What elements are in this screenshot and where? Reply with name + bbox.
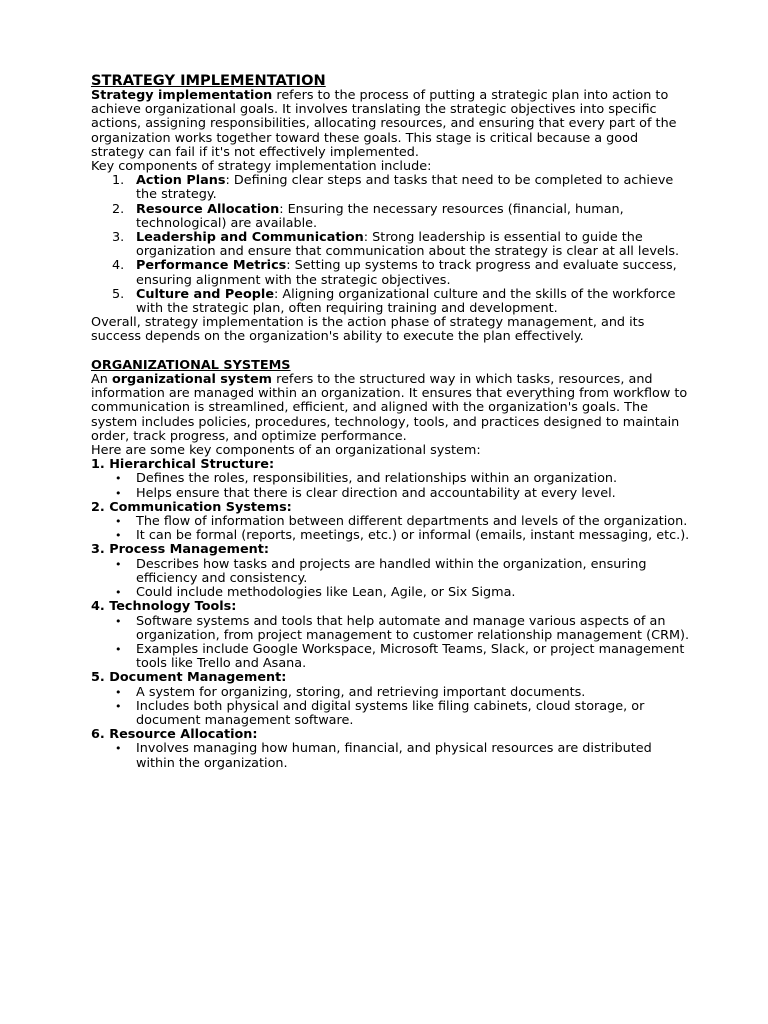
group-heading-hierarchical: 1. Hierarchical Structure: bbox=[91, 457, 275, 473]
list-item: • Software systems and tools that help automate and manage various aspects of an organization, from project management to customer relationship management (CRM). bbox=[136, 615, 691, 643]
list-item bbox=[136, 174, 691, 202]
list-item: • Could include methodologies like Lean, Agile, or Six Sigma. bbox=[136, 586, 691, 600]
strategy-lead: Key components of strategy implementation include: bbox=[91, 159, 432, 175]
group-heading-technology: 4. Technology Tools: bbox=[91, 599, 237, 615]
strategy-intro-term: Strategy implementation bbox=[91, 88, 273, 103]
list-item: • A system for organizing, storing, and retrieving important documents. bbox=[136, 686, 691, 700]
item-text: : Defining clear steps and tasks that need to be completed to achieve the strategy. bbox=[136, 173, 674, 203]
group-heading-process: 3. Process Management: bbox=[91, 542, 269, 558]
group-heading-communication: 2. Communication Systems: bbox=[91, 499, 292, 515]
item-text: : Setting up systems to track progress and evaluate success, ensuring alignment with the strategic objectives. bbox=[136, 258, 677, 288]
org-intro-pre: An bbox=[91, 372, 112, 388]
list-item: • Defines the roles, responsibilities, and relationships within an organization. bbox=[136, 472, 691, 486]
bullet-list bbox=[91, 742, 691, 770]
section-spacer bbox=[91, 345, 691, 359]
document-page bbox=[91, 73, 691, 771]
section-title-strategy: STRATEGY IMPLEMENTATION bbox=[91, 72, 326, 89]
bullet-list bbox=[91, 472, 691, 500]
group-heading-resource: 6. Resource Allocation: bbox=[91, 727, 258, 743]
group-heading-document: 5. Document Management: bbox=[91, 670, 287, 686]
section-title-org-systems: ORGANIZATIONAL SYSTEMS bbox=[91, 357, 291, 373]
item-text: : Ensuring the necessary resources (financial, human, technological) are available. bbox=[136, 201, 624, 231]
strategy-intro-text: refers to the process of putting a strategic plan into action to achieve organizational goals. It involves translating the strategic objectives into specific actions, assigning responsibilities, allocating resources, and ensuring that every part of the organization works together toward these goals. This stage is critical because a good strategy can fail if it's not effectively implemented. bbox=[91, 88, 677, 160]
strategy-intro bbox=[91, 89, 691, 160]
item-term: Performance Metrics bbox=[136, 258, 287, 274]
list-item: • It can be formal (reports, meetings, etc.) or informal (emails, instant messaging, etc.). bbox=[136, 529, 691, 543]
org-intro bbox=[91, 373, 691, 444]
list-item bbox=[136, 259, 691, 287]
bullet-list bbox=[91, 686, 691, 729]
item-term: Culture and People bbox=[136, 286, 274, 302]
list-item: • Describes how tasks and projects are handled within the organization, ensuring efficiency and consistency. bbox=[136, 558, 691, 586]
item-text: : Aligning organizational culture and the skills of the workforce with the strategic plan, often requiring training and development. bbox=[136, 286, 676, 317]
list-item: • Examples include Google Workspace, Microsoft Teams, Slack, or project management tools like Trello and Asana. bbox=[136, 643, 691, 671]
list-item: • The flow of information between different departments and levels of the organization. bbox=[136, 515, 691, 529]
list-item bbox=[136, 231, 691, 259]
strategy-conclusion: Overall, strategy implementation is the action phase of strategy management, and its success depends on the organization's ability to execute the plan effectively. bbox=[91, 315, 645, 345]
list-item: • Helps ensure that there is clear direction and accountability at every level. bbox=[136, 487, 691, 501]
bullet-list bbox=[91, 558, 691, 601]
org-intro-term: organizational system bbox=[111, 372, 273, 388]
org-intro-text: refers to the structured way in which tasks, resources, and information are managed within an organization. It ensures that everything from workflow to communication is streamlined, efficient, and aligned with the organization's goals. The system includes policies, procedures, technology, tools, and practices designed to maintain order, track progress, and optimize performance. bbox=[91, 372, 688, 444]
bullet-list bbox=[91, 615, 691, 672]
bullet-list bbox=[91, 515, 691, 543]
item-term: Resource Allocation bbox=[136, 201, 280, 217]
org-lead: Here are some key components of an organizational system: bbox=[91, 443, 481, 459]
item-term: Leadership and Communication bbox=[136, 230, 364, 246]
strategy-components-list bbox=[91, 174, 691, 316]
list-item bbox=[136, 288, 691, 316]
item-text: : Strong leadership is essential to guide the organization and ensure that communication about the strategy is clear at all levels. bbox=[136, 230, 680, 260]
list-item bbox=[136, 203, 691, 231]
list-item: • Includes both physical and digital systems like filing cabinets, cloud storage, or document management software. bbox=[136, 700, 691, 728]
item-term: Action Plans bbox=[136, 173, 226, 189]
list-item: • Involves managing how human, financial, and physical resources are distributed within the organization. bbox=[136, 742, 691, 770]
